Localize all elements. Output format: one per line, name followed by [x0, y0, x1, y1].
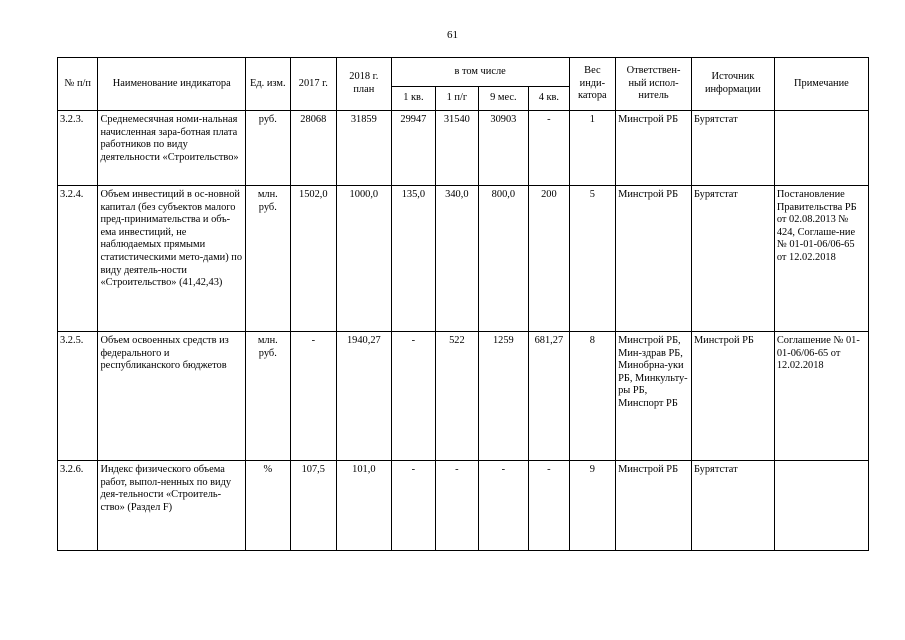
cell-executor: Минстрой РБ, Мин-здрав РБ, Минобрна-уки РБ, Минкульту-ры РБ, Минспорт РБ	[616, 332, 692, 461]
cell-source: Бурятстат	[691, 461, 774, 551]
cell-q4: 200	[529, 186, 569, 332]
cell-2017: 107,5	[290, 461, 337, 551]
cell-num: 3.2.4.	[58, 186, 98, 332]
header-h1: 1 п/г	[436, 87, 478, 111]
table-row	[58, 332, 869, 461]
cell-2018-plan: 1000,0	[337, 186, 392, 332]
cell-unit: млн. руб.	[246, 332, 290, 461]
cell-9m: 1259	[478, 332, 529, 461]
header-q1: 1 кв.	[391, 87, 435, 111]
cell-q1: -	[391, 461, 435, 551]
cell-9m: 30903	[478, 111, 529, 186]
cell-note: Соглашение № 01-01-06/06-65 от 12.02.2018	[774, 332, 868, 461]
cell-h1: -	[436, 461, 478, 551]
cell-name: Индекс физического объема работ, выпол-ненных по виду дея-тельности «Строитель-ство» (Раздел F)	[98, 461, 246, 551]
header-q4: 4 кв.	[529, 87, 569, 111]
header-2017: 2017 г.	[290, 58, 337, 111]
cell-weight: 8	[569, 332, 616, 461]
cell-q4: 681,27	[529, 332, 569, 461]
cell-unit: %	[246, 461, 290, 551]
cell-2017: 1502,0	[290, 186, 337, 332]
header-executor: Ответствен-ный испол-нитель	[616, 58, 692, 111]
header-including: в том числе	[391, 58, 569, 87]
cell-h1: 522	[436, 332, 478, 461]
cell-h1: 340,0	[436, 186, 478, 332]
cell-9m: -	[478, 461, 529, 551]
cell-2017: -	[290, 332, 337, 461]
header-num: № п/п	[58, 58, 98, 111]
cell-num: 3.2.5.	[58, 332, 98, 461]
cell-h1: 31540	[436, 111, 478, 186]
cell-2017: 28068	[290, 111, 337, 186]
cell-q1: 135,0	[391, 186, 435, 332]
cell-weight: 5	[569, 186, 616, 332]
indicators-table	[57, 57, 869, 551]
cell-q4: -	[529, 461, 569, 551]
cell-q1: -	[391, 332, 435, 461]
cell-2018-plan: 101,0	[337, 461, 392, 551]
cell-note: Постановление Правительства РБ от 02.08.2013 № 424, Соглаше-ние № 01-01-06/06-65 от 12.02.2018	[774, 186, 868, 332]
header-2018-plan: 2018 г. план	[337, 58, 392, 111]
table-row	[58, 111, 869, 186]
cell-name: Среднемесячная номи-нальная начисленная зара-ботная плата работников по виду деятельности «Строительство»	[98, 111, 246, 186]
cell-note	[774, 111, 868, 186]
cell-source: Бурятстат	[691, 186, 774, 332]
cell-name: Объем инвестиций в ос-новной капитал (без субъектов малого пред-принимательства и объ-ема инвестиций, не наблюдаемых прямыми статистическими мето-дами) по виду деятель-ности «Строительство» (41,42,43)	[98, 186, 246, 332]
cell-2018-plan: 1940,27	[337, 332, 392, 461]
table-row	[58, 186, 869, 332]
cell-executor: Минстрой РБ	[616, 111, 692, 186]
cell-num: 3.2.3.	[58, 111, 98, 186]
cell-note	[774, 461, 868, 551]
header-name: Наименование индикатора	[98, 58, 246, 111]
cell-name: Объем освоенных средств из федерального и республиканского бюджетов	[98, 332, 246, 461]
cell-2018-plan: 31859	[337, 111, 392, 186]
table-header-row	[58, 58, 869, 87]
header-9m: 9 мес.	[478, 87, 529, 111]
page-number: 61	[447, 29, 458, 41]
cell-num: 3.2.6.	[58, 461, 98, 551]
cell-executor: Минстрой РБ	[616, 461, 692, 551]
header-source: Источник информации	[691, 58, 774, 111]
cell-source: Минстрой РБ	[691, 332, 774, 461]
cell-q1: 29947	[391, 111, 435, 186]
header-note: Примечание	[774, 58, 868, 111]
cell-source: Бурятстат	[691, 111, 774, 186]
table-row	[58, 461, 869, 551]
header-weight: Вес инди-катора	[569, 58, 616, 111]
cell-unit: руб.	[246, 111, 290, 186]
cell-weight: 9	[569, 461, 616, 551]
cell-q4: -	[529, 111, 569, 186]
cell-9m: 800,0	[478, 186, 529, 332]
header-unit: Ед. изм.	[246, 58, 290, 111]
cell-unit: млн. руб.	[246, 186, 290, 332]
cell-executor: Минстрой РБ	[616, 186, 692, 332]
cell-weight: 1	[569, 111, 616, 186]
